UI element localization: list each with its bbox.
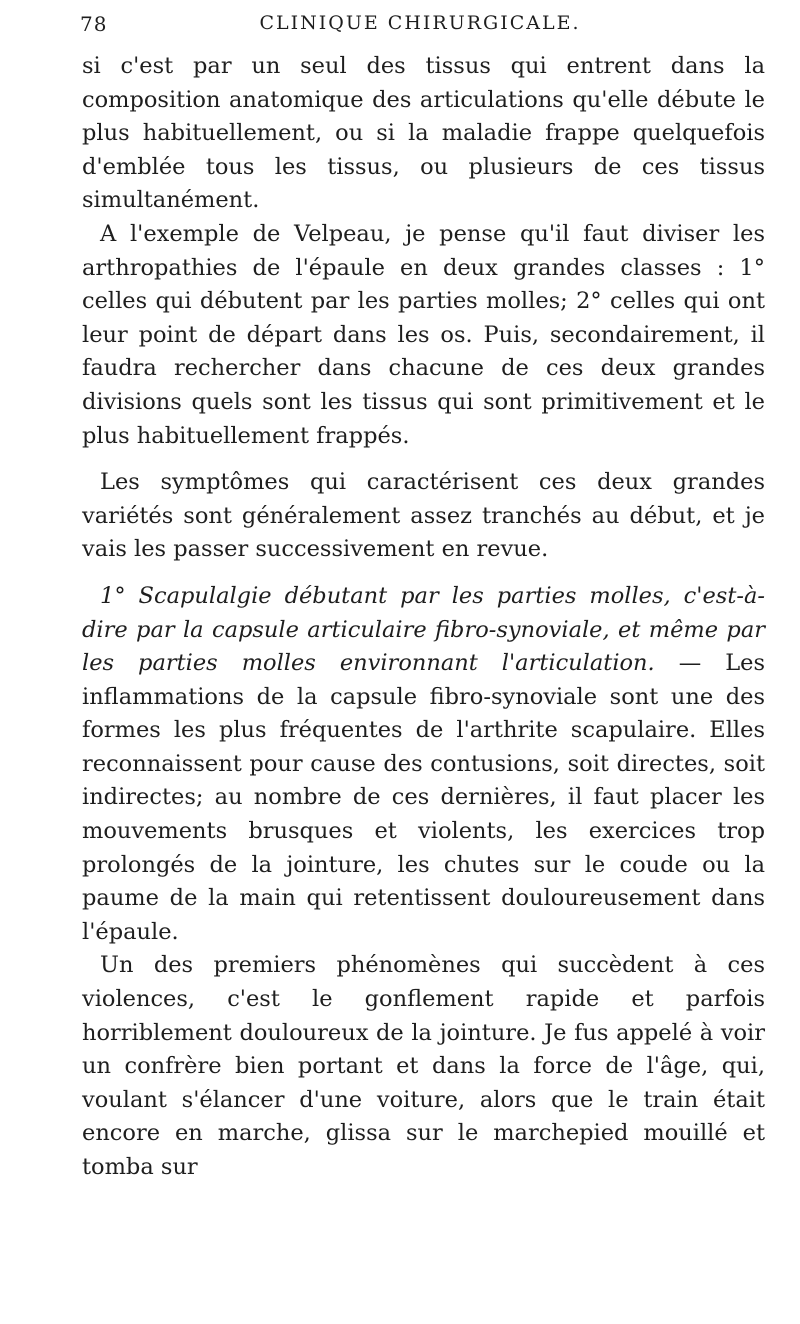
paragraph: si c'est par un seul des tissus qui entrent dans la composition anatomique des articulations qu'elle débute le plus habituellement, ou si la maladie frappe quelquefois d'emblée tous les tissus, ou plusieurs de ces tissus simultanément. (82, 53, 765, 214)
section-heading: 1° Scapulalgie débutant par les parties molles, c'est-à-dire par la capsule articulaire fibro-synoviale, et même par les parties molles environnant l'articulation. (82, 582, 765, 677)
paragraph: Les symptômes qui caractérisent ces deux grandes variétés sont généralement assez tranchés au début, et je vais les passer successivement en revue. (82, 469, 765, 563)
body-text (82, 50, 765, 1185)
paragraph (82, 580, 765, 950)
paragraph: A l'exemple de Velpeau, je pense qu'il faut diviser les arthropathies de l'épaule en deux grandes classes : 1° celles qui débutent par les parties molles; 2° celles qui ont leur point de départ dans les os. Puis, secondairement, il faudra rechercher dans chacune de ces deux grandes divisions quels sont les tissus qui sont primitivement et le plus habituellement frappés. (82, 220, 765, 449)
page-header (80, 6, 760, 42)
running-title: CLINIQUE CHIRURGICALE. (259, 12, 581, 34)
page-number: 78 (80, 12, 108, 36)
paragraph: Un des premiers phénomènes qui succèdent à ces violences, c'est le gonflement rapide et parfois horriblement douloureux de la jointure. Je fus appelé à voir un confrère bien portant et dans la force de l'âge, qui, voulant s'élancer d'une voiture, alors que le train était encore en marche, glissa sur le marchepied mouillé et tomba sur (82, 952, 765, 1180)
paragraph-text: — Les inflammations de la capsule fibro-synoviale sont une des formes les plus fréquentes de l'arthrite scapulaire. Elles reconnaissent pour cause des contusions, soit directes, soit indirectes; au nombre de ces dernières, il faut placer les mouvements brusques et violents, les exercices trop prolongés de la jointure, les chutes sur le coude ou la paume de la main qui retentissent douloureusement dans l'épaule. (82, 650, 765, 945)
